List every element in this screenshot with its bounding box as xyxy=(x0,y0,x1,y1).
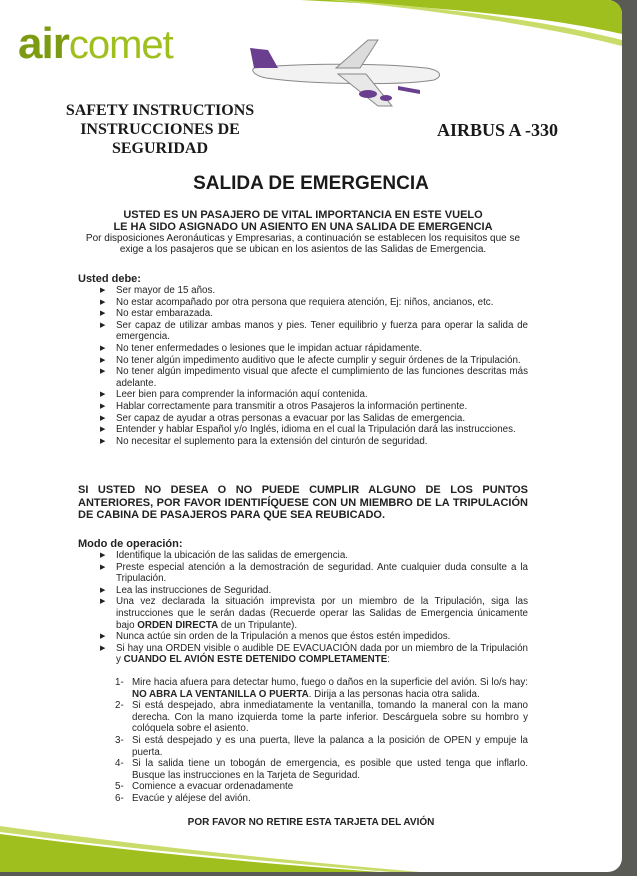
aircraft-model: AIRBUS A -330 xyxy=(437,120,559,140)
usted-debe-label: Usted debe: xyxy=(78,273,141,285)
list-item: ▶ No tener algún impedimento auditivo que le afecte cumplir y seguir órdenes de la Tripulación. xyxy=(100,355,528,367)
intro-text: USTED ES UN PASAJERO DE VITAL IMPORTANCIA EN ESTE VUELO LE HA SIDO ASIGNADO UN ASIENTO EN UNA SALIDA DE EMERGENCIA Por disposiciones Aeronáuticas y Empresarias, a continuación se establecen los requisitos que se exige a los pasajeros que se ubican en los asientos de las Salidas de Emergencia. xyxy=(85,209,521,255)
list-item: ▶ Leer bien para comprender la información aquí contenida. xyxy=(100,389,528,401)
list-item: ▶ Preste especial atención a la demostración de seguridad. Ante cualquier duda consulte a la Tripulación. xyxy=(100,562,528,585)
airplane-illustration xyxy=(248,38,448,110)
step-item: 3- Si está despejado y es una puerta, lleve la palanca a la posición de OPEN y empuje la puerta. xyxy=(115,734,528,758)
list-item: ▶ Hablar correctamente para transmitir a otros Pasajeros la información pertinente. xyxy=(100,401,528,413)
footer-notice: POR FAVOR NO RETIRE ESTA TARJETA DEL AVIÓN xyxy=(187,817,435,828)
step-item: 2- Si está despejado, abra inmediatamente la ventanilla, tomando la maneral con la mano derecha. Con la mano izquierda tome la parte inferior. Descárguela sobre su hombro y colóquela sobre el asiento. xyxy=(115,700,528,735)
operation-list xyxy=(100,550,528,666)
list-item: ▶ Ser capaz de utilizar ambas manos y pies. Tener equilibrio y fuerza para operar la salida de emergencia. xyxy=(100,320,528,343)
requirements-list xyxy=(100,285,528,447)
page-title: SALIDA DE EMERGENCIA xyxy=(193,173,429,194)
list-item: ▶ No tener enfermedades o lesiones que le impidan actuar rápidamente. xyxy=(100,343,528,355)
list-item: ▶ Ser capaz de ayudar a otras personas a evacuar por las Salidas de emergencia. xyxy=(100,413,528,425)
relocation-warning: SI USTED NO DESEA O NO PUEDE CUMPLIR ALGUNO DE LOS PUNTOS ANTERIORES, POR FAVOR IDENTIFÍQUESE CON UN MIEMBRO DE LA TRIPULACIÓN DE CABINA DE PASAJEROS PARA QUE SEA REUBICADO. xyxy=(78,484,528,521)
list-item: ▶ Identifique la ubicación de las salidas de emergencia. xyxy=(100,550,528,562)
modo-operacion-label: Modo de operación: xyxy=(78,538,183,550)
green-swoosh-bottom-decoration xyxy=(0,820,622,872)
list-item: ▶ No necesitar el suplemento para la extensión del cinturón de seguridad. xyxy=(100,436,528,448)
list-item: ▶ No estar acompañado por otra persona que requiera atención, Ej: niños, ancianos, etc. xyxy=(100,297,528,309)
list-item: ▶ Nunca actúe sin orden de la Tripulación a menos que éstos estén impedidos. xyxy=(100,631,528,643)
list-item: ▶ Una vez declarada la situación imprevista por un miembro de la Tripulación, siga las instrucciones que le serán dadas (Recuerde operar las Salidas de Emergencia únicamente bajo ORDEN DIRECTA de un Tripulante). xyxy=(100,596,528,631)
evacuation-steps xyxy=(115,677,528,805)
step-item: 5- Comience a evacuar ordenadamente xyxy=(115,781,294,793)
safety-instructions-heading: SAFETY INSTRUCTIONS INSTRUCCIONES DE SEGURIDAD xyxy=(65,102,255,157)
step-item: 1- Mire hacia afuera para detectar humo, fuego o daños en la superficie del avión. Si lo/s hay: NO ABRA LA VENTANILLA O PUERTA. Dirija a las personas hacia otra salida. xyxy=(115,677,528,700)
step-item: 4- Si la salida tiene un tobogán de emergencia, es posible que usted tenga que inflarlo. Busque las instrucciones en la Tarjeta de Seguridad. xyxy=(115,758,528,781)
step-item: 6- Evacúe y aléjese del avión. xyxy=(115,792,251,804)
aircomet-logo: aircomet xyxy=(18,19,173,68)
list-item: ▶ No tener algún impedimento visual que afecte el cumplimiento de las funciones descritas más adelante. xyxy=(100,366,528,389)
list-item: ▶ Si hay una ORDEN visible o audible DE EVACUACIÓN dada por un miembro de la Tripulación y CUANDO EL AVIÓN ESTE DETENIDO COMPLETAMENTE: xyxy=(100,643,528,666)
list-item: ▶ Lea las instrucciones de Seguridad. xyxy=(100,585,528,597)
list-item: ▶ Entender y hablar Español y/o Inglés, idioma en el cual la Tripulación dará las instrucciones. xyxy=(100,424,528,436)
list-item: ▶ No estar embarazada. xyxy=(100,308,528,320)
list-item: ▶ Ser mayor de 15 años. xyxy=(100,285,528,297)
